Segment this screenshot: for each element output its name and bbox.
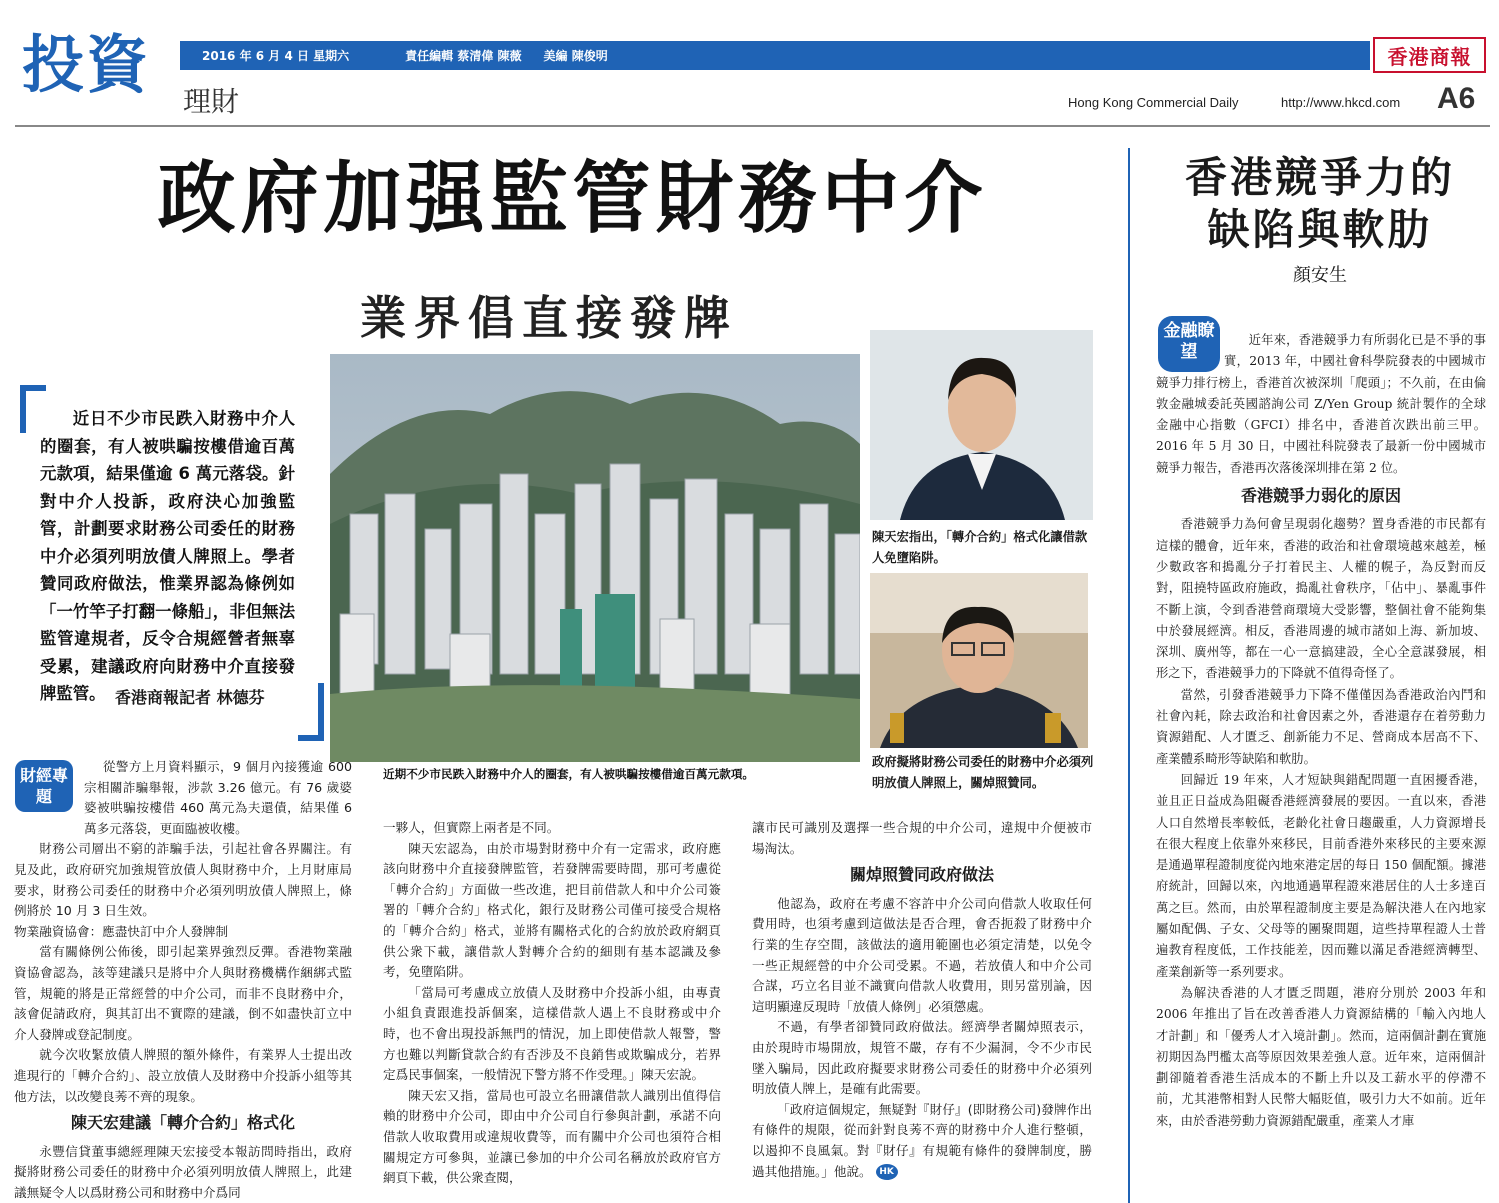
paragraph: 一夥人，但實際上兩者是不同。 [383, 820, 560, 835]
opinion-column [1156, 330, 1486, 1132]
column-tag-badge: 財經專題 [15, 760, 73, 812]
portrait-caption-kwan: 政府擬將財務公司委任的財務中介必須列明放債人牌照上，關焯照贊同。 [872, 755, 1094, 790]
paragraph [752, 1100, 1092, 1182]
header-bar [180, 41, 1370, 70]
page-number: A6 [1437, 82, 1476, 115]
paragraph: 物業融資協會：應盡快訂中介人發牌制 [14, 923, 229, 939]
byline: 香港商報記者 林德芬 [115, 688, 265, 707]
opinion-author: 顏安生 [1293, 265, 1347, 286]
paragraph-text: 「政府這個規定，無疑對『財仔』(即財務公司)發牌作出有條件的規限，從而針對良莠不齊的財務中介人進行整頓，以遏抑不良風氣。對『財仔』有規範有條件的發牌制度，勝過其他措施。」他說。 [752, 1101, 1092, 1179]
section-subheading: 香港競爭力弱化的原因 [1240, 486, 1401, 506]
paragraph: 從警方上月資料顯示，9 個月內接獲逾 600 宗相關詐騙舉報，涉款 3.26 億元。有 76 歲婆婆被哄騙按樓借 460 萬元為夫還債，結果僅 6 萬多元落袋，更面臨被收樓。 [84, 759, 352, 836]
headline: 政府加强監管財務中介 [157, 153, 988, 244]
main-photo-caption: 近期不少市民跌入財務中介人的圈套，有人被哄騙按樓借逾百萬元款項。 [383, 767, 755, 781]
section-subheading: 陳天宏建議「轉介合約」格式化 [70, 1113, 295, 1133]
paragraph: 讓市民可識別及選擇一些合規的中介公司，違規中介便被市場淘汰。 [752, 820, 1092, 856]
opinion-tag-badge: 金融瞭望 [1158, 316, 1220, 372]
paragraph: 為解決香港的人才匱乏問題，港府分別於 2003 年和 2006 年推出了旨在改善香港人力資源結構的「輸入內地人才計劃」和「優秀人才入境計劃」。然而，這兩個計劃在實施初期因為門檻太高等原因效果差強人意。近年來，這兩個計劃卻隨着香港生活成本的不斷上升以及工薪水平的停滯不前，尤其港幣相對人民幣大幅貶值，吸引力大不如前。近年來，由於香港勞動力資源錯配嚴重，產業人才庫 [1156, 985, 1486, 1128]
paragraph: 當然，引發香港競爭力下降不僅僅因為香港政治內鬥和社會內耗，除去政治和社會因素之外，香港還存在着勞動力資源錯配、人才匱乏、創新能力不足、營商成本居高不下、產業體系畸形等缺陷和軟肋。 [1156, 687, 1486, 766]
paragraph: 當有關條例公佈後，即引起業界強烈反彈。香港物業融資協會認為，該等建議只是將中介人與財務機構作綑綁式監管，規範的將是正常經營的中介公司，而非不良財務中介，該會促請政府，與其訂出不實際的建議，倒不如盡快訂立中介人發牌或登記制度。 [14, 944, 352, 1042]
paragraph: 他認為，政府在考慮不容許中介公司向借款人收取任何費用時，也須考慮到這做法是否合理，會否扼殺了財務中介行業的生存空間，該做法的適用範圍也必須定清楚，以免令一些正規經營的中介公司受累。不過，若放債人和中介公司合謀，巧立名目並不識實向借款人收費用，則另當別論，因這明顯違反現時「放債人條例」必須懲處。 [752, 895, 1092, 1014]
newspaper-english-name: Hong Kong Commercial Daily [1068, 95, 1239, 110]
paragraph: 「當局可考慮成立放債人及財務中介投訴小組，由專責小組負責跟進投訴個案，這樣借款人遇上不良財務或中介時，也不會出現投訴無門的情況，加上即使借款人報警，警方也難以判斷貸款合約有否涉及不良銷售或欺騙成分，若界定爲民事個案，一般情況下警方將不作受理。」陳天宏說。 [383, 984, 721, 1083]
header-divider [15, 125, 1490, 127]
designer: 美編 陳俊明 [543, 49, 608, 63]
paragraph: 香港競爭力為何會呈現弱化趨勢？置身香港的市民都有這樣的體會，近年來，香港的政治和社會環境越來越差，極少數政客和搗亂分子打着民主、人權的幌子，為反對而反對，阻撓特區政府施政，搗亂社會秩序，「佔中」、暴亂事件不斷上演，令到香港營商環境大受影響，整個社會不能夠集中於發展經濟。相反，香港周邊的城市諸如上海、新加坡、深圳、廣州等，都在一心一意搞建設，全心全意謀發展，相形之下，香港競爭力的下降就不值得奇怪了。 [1156, 517, 1486, 681]
section-subtitle: 理財 [183, 85, 240, 118]
portrait-caption-chen: 陳天宏指出，「轉介合約」格式化讓借款人免墮陷阱。 [872, 530, 1088, 565]
paragraph: 就今次收緊放債人牌照的額外條件，有業界人士提出改進現行的「轉介合約」、設立放債人及財務中介投訴小組等其他方法，以改變良莠不齊的現象。 [14, 1047, 352, 1104]
lead-bracket-bottom [298, 683, 324, 741]
paragraph: 陳天宏又指，當局也可設立名冊讓借款人識別出值得信賴的財務中介公司，即由中介公司自行參與計劃，承諾不向借款人收取費用或違規收費等，而有關中介公司也須符合相關規定方可參與，並讓已參加的中介公司名稱放於政府官方網頁下載，供公衆查閱， [383, 1087, 721, 1186]
newspaper-url[interactable]: http://www.hkcd.com [1281, 95, 1401, 110]
editors: 責任編輯 蔡清偉 陳薇 [405, 49, 522, 63]
section-title: 投資 [22, 28, 151, 101]
paragraph: 財務公司層出不窮的詐騙手法，引起社會各界關注。有見及此，政府研究加強規管放債人與財務中介，上月財庫局要求，財務公司委任的財務中介必須列明放債人牌照上，條例將於 10 月 3 日生效。 [14, 841, 352, 919]
opinion-title [1145, 152, 1495, 256]
opinion-title-line-1: 香港競爭力的 [1184, 153, 1455, 202]
section-subheading: 關焯照贊同政府做法 [849, 865, 994, 885]
paragraph: 永豐信貸董事總經理陳天宏接受本報訪問時指出，政府擬將財務公司委任的財務中介必須列明放債人牌照上，此建議無疑令人以爲財務公司和財務中介爲同 [14, 1143, 352, 1200]
city-skyline-photo [330, 354, 860, 762]
article-column-3 [752, 818, 1092, 1182]
article-column-2 [383, 818, 721, 1189]
portrait-photo-chen [870, 330, 1093, 520]
lead-paragraph: 近日不少市民跌入財務中介人的圈套，有人被哄騙按樓借逾百萬元款項，結果僅逾 6 萬元落袋。針對中介人投訴，政府決心加強監管，計劃要求財務公司委任的財務中介必須列明放債人牌照上。學者贊同政府做法，惟業界認為條例如「一竹竿子打翻一條船」，非但無法監管違規者，反令合規經營者無辜受累，建議政府向財務中介直接發牌監管。 [40, 409, 295, 703]
paragraph: 回歸近 19 年來，人才短缺與錯配問題一直困擾香港，並且正日益成為阻礙香港經濟發展的要因。一直以來，香港人口自然增長率較低，老齡化社會日趨嚴重，人力資源增長在很大程度上依靠外來移民，目前香港外來移民的主要來源是通過單程證制度從內地來港定居的每日 150 個配額。據港府統計，回歸以來，內地通過單程證來港居住的人士多達百萬之巨。然而，由於單程證制度主要是為解決港人在內地家屬如配偶、子女、父母等的團聚問題，這些持單程證人士普遍教育程度低，工作技能差，因而難以滿足香港經濟轉型、產業創新等一系列要求。 [1156, 772, 1486, 979]
paragraph: 不過，有學者卻贊同政府做法。經濟學者關焯照表示，由於現時市場開放，規管不嚴，存有不少漏洞，令不少市民墜入騙局，因此政府擬要求財務公司委任的財務中介必須列明放債人牌上，是確有此需要。 [752, 1019, 1092, 1097]
hkcd-logo-icon: HK [876, 1164, 898, 1180]
article-column-1 [14, 757, 352, 1203]
opinion-title-line-2: 缺陷與軟肋 [1207, 205, 1433, 254]
paragraph: 近年來，香港競爭力有所弱化已是不爭的事實，2013 年，中國社會科學院發表的中國城市競爭力排行榜上，香港首次被深圳「爬頭」；不久前，在由倫敦金融城委託英國諮詢公司 Z/Yen Group 統計製作的全球金融中心指數（GFCI）排名中，香港首次跌出前三甲。2016 年 5 月 30 日，中國社科院發表了最新一份中國城市競爭力報告，香港再次落後深圳排在第 2 位。 [1156, 333, 1486, 475]
newspaper-logo: 香港商報 [1373, 37, 1486, 73]
column-separator [1128, 148, 1130, 1203]
issue-date: 2016 年 6 月 4 日 星期六 [202, 49, 350, 63]
subheadline: 業界倡直接發牌 [360, 291, 738, 345]
portrait-photo-kwan [870, 573, 1088, 748]
paragraph: 陳天宏認為，由於市場對財務中介有一定需求，政府應該向財務中介直接發牌監管，若發牌需要時間，那可考慮從「轉介合約」方面做一些改進，把目前借款人和中介公司簽署的「轉介合約」格式化，銀行及財務公司僅可接受合規格的「轉介合約」格式，並將有關格式化的合約放於政府網頁供公衆下載，讓借款人對轉介合約的細則有基本認識及參考，免墮陷阱。 [383, 840, 721, 980]
